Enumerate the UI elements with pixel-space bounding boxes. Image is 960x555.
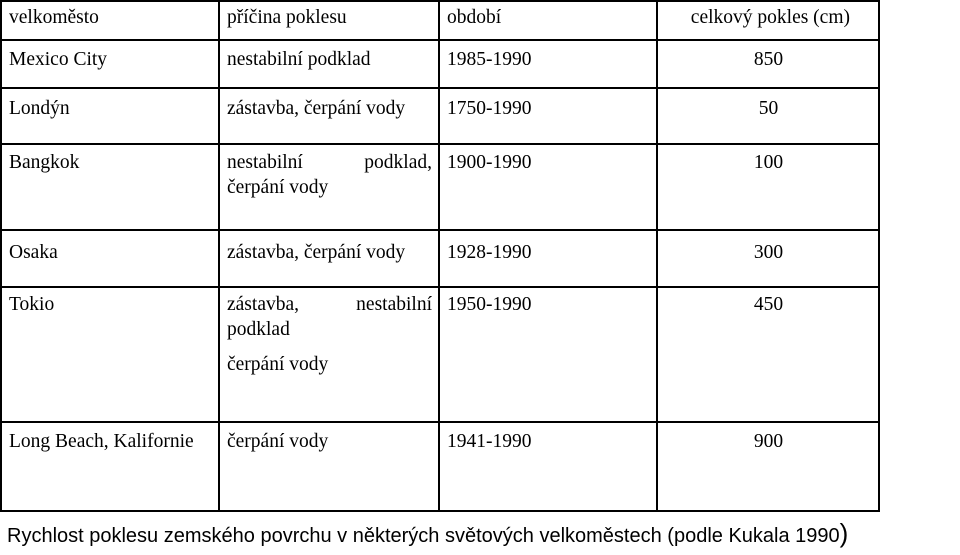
period-cell: 1950-1990 [439, 287, 657, 422]
cause-text: čerpání vody [227, 431, 329, 452]
city-cell: Tokio [1, 287, 219, 422]
period-cell: 1750-1990 [439, 88, 657, 144]
cause-cell [219, 144, 439, 230]
table-row [1, 230, 879, 287]
table-row [1, 88, 879, 144]
cause-cell [219, 40, 439, 88]
total-cell: 900 [657, 422, 879, 511]
city-cell: Londýn [1, 88, 219, 144]
table-row [1, 287, 879, 422]
cause-text: zástavba, nestabilní podklad [227, 294, 432, 340]
caption-text: Rychlost poklesu zemského povrchu v některých světových velkoměstech (podle Kukala 1990 [7, 525, 840, 547]
table-caption [7, 518, 849, 548]
table-header-row [1, 1, 879, 40]
cause-text: zástavba, čerpání vody [227, 242, 406, 263]
cause-spacer [227, 342, 432, 352]
city-cell: Mexico City [1, 40, 219, 88]
table-row [1, 422, 879, 511]
total-cell: 50 [657, 88, 879, 144]
total-cell: 850 [657, 40, 879, 88]
total-cell: 100 [657, 144, 879, 230]
table-row [1, 144, 879, 230]
city-cell: Long Beach, Kalifornie [1, 422, 219, 511]
total-cell: 300 [657, 230, 879, 287]
cause-cell [219, 230, 439, 287]
cause-cell [219, 422, 439, 511]
period-cell: 1985-1990 [439, 40, 657, 88]
caption-closing-paren: ) [839, 518, 849, 548]
cause-text: nestabilní podklad, čerpání vody [227, 152, 432, 198]
header-cause: příčina poklesu [219, 1, 439, 40]
period-cell: 1941-1990 [439, 422, 657, 511]
header-total: celkový pokles (cm) [657, 1, 879, 40]
cause-cell [219, 287, 439, 422]
cause-text: zástavba, čerpání vody [227, 98, 406, 119]
cause-text: čerpání vody [227, 354, 329, 375]
city-cell: Bangkok [1, 144, 219, 230]
total-cell: 450 [657, 287, 879, 422]
cause-cell [219, 88, 439, 144]
table-row [1, 40, 879, 88]
header-city: velkoměsto [1, 1, 219, 40]
cause-text: nestabilní podklad [227, 49, 371, 70]
city-cell: Osaka [1, 230, 219, 287]
period-cell: 1928-1990 [439, 230, 657, 287]
header-period: období [439, 1, 657, 40]
period-cell: 1900-1990 [439, 144, 657, 230]
